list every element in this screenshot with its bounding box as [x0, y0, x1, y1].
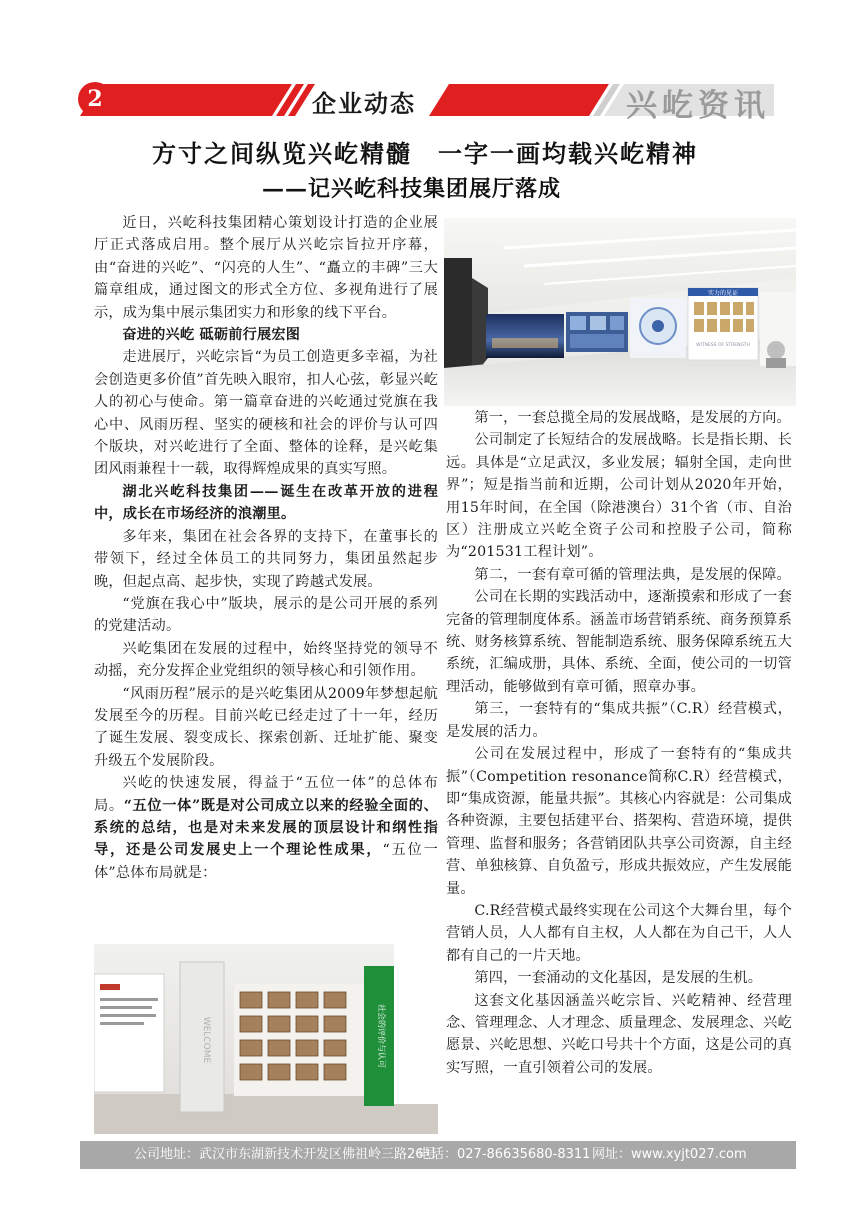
article-right-column [446, 407, 792, 1079]
wall-title: 实力的见证 [707, 290, 739, 297]
footer-bar [80, 1141, 796, 1169]
paragraph: 这套文化基因涵盖兴屹宗旨、兴屹精神、经营理念、管理理念、人才理念、质量理念、发展理念、兴屹愿景、兴屹思想、兴屹口号共十个方面，这是公司的真实写照，一直引领着公司的发展。 [446, 992, 792, 1076]
paragraph: 走进展厅，兴屹宗旨“为员工创造更多幸福，为社会创造更多价值”首先映入眼帘，扣人心弦，彰显兴屹人的初心与使命。第一篇章奋进的兴屹通过党旗在我心中、风雨历程、坚实的硬核和社会的评价与认可四个版块，对兴屹进行了全面、整体的诠释，是兴屹集团风雨兼程十一载，取得辉煌成果的真实写照。 [94, 349, 438, 478]
paragraph: 第一，一套总揽全局的发展战略，是发展的方向。 [474, 410, 791, 426]
article-left-column [94, 212, 438, 884]
paragraph: “风雨历程”展示的是兴屹集团从2009年梦想起航发展至今的历程。目前兴屹已经走过了十一年，经历了诞生发展、裂变成长、探索创新、迁址扩能、聚变升级五个发展阶段。 [94, 685, 438, 769]
section-title: 企业动态 [312, 90, 416, 118]
paragraph: 第四，一套涌动的文化基因，是发展的生机。 [474, 970, 763, 987]
paragraph-tail: “五位一体”总体布局就是： [94, 842, 438, 881]
paragraph: 公司在发展过程中，形成了一套特有的“集成共振”（Competition resonance简称C.R）经营模式，即“集成资源，能量共振”。其核心内容就是：公司集成各种资源，主要包括建平台、搭架构、营造环境，提供管理、监督和服务；各营销团队共享公司资源，自主经营、单独核算、自负盈亏，形成共振效应，产生发展能量。 [446, 746, 792, 897]
paragraph: 第二，一套有章可循的管理法典，是发展的保障。 [474, 566, 791, 583]
article-title: 方寸之间纵览兴屹精髓 一字一画均载兴屹精神 [152, 139, 698, 168]
exhibition-hall-photo [444, 218, 796, 406]
paragraph: C.R经营模式最终实现在公司这个大舞台里，每个营销人员，人人都有自主权，人人都在为自己干，人人都有自己的一片天地。 [446, 902, 792, 964]
welcome-wall-text: WELCOME [201, 1016, 211, 1064]
company-website: 网址：www.xyjt027.com [592, 1147, 747, 1162]
paragraph: 公司制定了长短结合的发展战略。长是指长期、长远。具体是“立足武汉，多业发展；辐射全国，走向世界”；短是指当前和近期，公司计划从2020年开始，用15年时间，在全国（除港澳台）31个省（市、自治区）注册成立兴屹全资子公司和控股子公司，简称为“201531工程计划”。 [446, 432, 792, 561]
company-phone: 电话：027-86635680-8311 [418, 1147, 591, 1162]
paragraph: 近日，兴屹科技集团精心策划设计打造的企业展厅正式落成启用。整个展厅从兴屹宗旨拉开序幕，由“奋进的兴屹”、“闪亮的人生”、“矗立的丰碑”三大篇章组成，通过图文的形式全方位、多视角进行了展示，成为集中展示集团实力和形象的线下平台。 [94, 215, 438, 321]
subheading: 湖北兴屹科技集团——诞生在改革开放的进程中，成长在市场经济的浪潮里。 [94, 483, 438, 523]
subheading: 奋进的兴屹 砥砺前行展宏图 [122, 327, 301, 344]
paragraph: “党旗在我心中”版块，展示的是公司开展的系列的党建活动。 [94, 595, 438, 635]
paragraph: 兴屹集团在发展的过程中，始终坚持党的领导不动摇，充分发挥企业党组织的领导核心和引领作用。 [94, 640, 438, 680]
green-banner-text: 社会的评价与认可 [377, 1004, 386, 1068]
company-address: 公司地址：武汉市东湖新技术开发区佛祖岭三路26号 [134, 1147, 437, 1162]
paragraph-lead: 兴屹的快速发展，得益于“五位一体”的总体布局。 [94, 775, 438, 814]
newsletter-brand: 兴屹资讯 [626, 88, 770, 124]
paragraph: 多年来，集团在社会各界的支持下，在董事长的带领下，经过全体员工的共同努力，集团虽然起步晚，但起点高、起步快，实现了跨越式发展。 [94, 528, 438, 590]
paragraph-bold-text: “五位一体”既是对公司成立以来的经验全面的、系统的总结，也是对未来发展的顶层设计和纲性指导，还是公司发展史上一个理论性成果， [94, 797, 438, 859]
award-wall-photo [94, 944, 438, 1134]
paragraph [94, 772, 438, 884]
page-number-badge: 2 [78, 82, 112, 116]
paragraph: 第三，一套特有的“集成共振”（C.R）经营模式，是发展的活力。 [446, 701, 792, 740]
red-stripe-right [429, 84, 609, 116]
wall-caption: WITNESS OF STRENGTH [696, 343, 750, 348]
article-subtitle: ——记兴屹科技集团展厅落成 [262, 176, 562, 202]
paragraph: 公司在长期的实践活动中，逐渐摸索和形成了一套完备的管理制度体系。涵盖市场营销系统、商务预算系统、财务核算系统、智能制造系统、服务保障系统五大系统，汇编成册，具体、系统、全面，使公司的一切管理活动，能够做到有章可循，照章办事。 [446, 589, 792, 695]
